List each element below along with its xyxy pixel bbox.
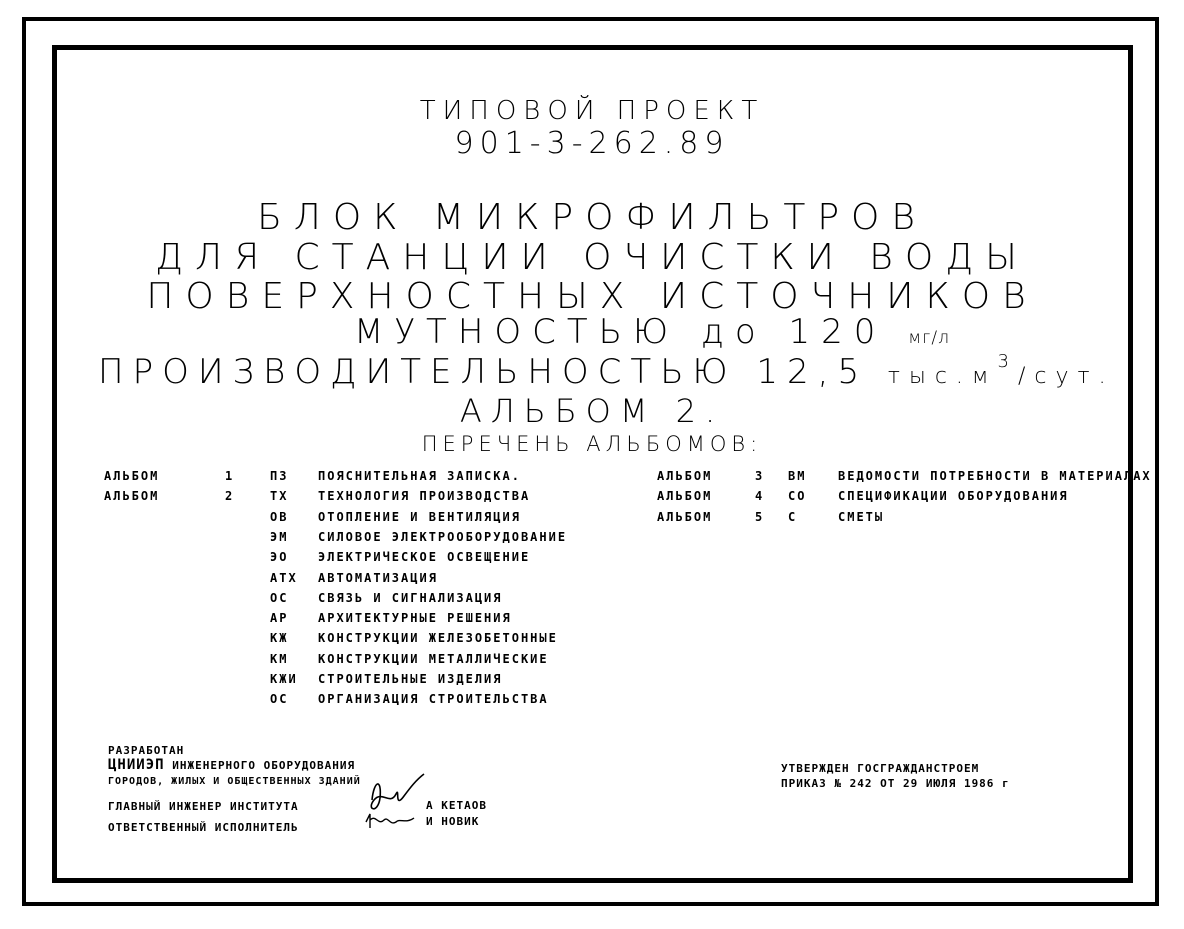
organization-line-2: ГОРОДОВ, ЖИЛЫХ И ОБЩЕСТВЕННЫХ ЗДАНИЙ xyxy=(108,776,361,787)
album-name: ЭЛЕКТРИЧЕСКОЕ ОСВЕЩЕНИЕ xyxy=(318,550,531,565)
signature-responsible xyxy=(362,808,422,834)
title-line-5 xyxy=(98,352,1115,392)
turbidity-text: МУТНОСТЬЮ до xyxy=(354,312,767,352)
capacity-unit-m: м xyxy=(971,364,998,389)
albums-list-heading: ПЕРЕЧЕНЬ АЛЬБОМОВ: xyxy=(421,432,763,456)
approval-order: ПРИКАЗ № 242 ОТ 29 ИЮЛЯ 1986 г xyxy=(781,777,1010,790)
album-code: АР xyxy=(270,611,289,626)
album-name: КОНСТРУКЦИИ ЖЕЛЕЗОБЕТОННЫЕ xyxy=(318,631,558,646)
capacity-unit-exp: 3 xyxy=(997,351,1018,372)
album-name: ПОЯСНИТЕЛЬНАЯ ЗАПИСКА. xyxy=(318,469,521,483)
project-type: ТИПОВОЙ ПРОЕКТ xyxy=(419,96,765,126)
turbidity-unit: мг/л xyxy=(908,328,950,348)
album-code: КЖ xyxy=(270,631,289,646)
album-num: 3 xyxy=(755,469,765,483)
album-code: ОВ xyxy=(270,509,289,524)
title-line-3: ПОВЕРХНОСТНЫХ ИСТОЧНИКОВ xyxy=(146,276,1038,317)
album-name: КОНСТРУКЦИИ МЕТАЛЛИЧЕСКИЕ xyxy=(318,651,549,666)
album-code: ТХ xyxy=(270,489,289,504)
title-line-4 xyxy=(0,312,1184,352)
title-line-1: БЛОК МИКРОФИЛЬТРОВ xyxy=(257,197,927,238)
album-name: ОТОПЛЕНИЕ И ВЕНТИЛЯЦИЯ xyxy=(318,509,521,524)
album-name: СИЛОВОЕ ЭЛЕКТРООБОРУДОВАНИЕ xyxy=(318,529,568,544)
album-album: АЛЬБОМ xyxy=(657,469,713,483)
album-code: С xyxy=(788,509,798,524)
album-name: ВЕДОМОСТИ ПОТРЕБНОСТИ В МАТЕРИАЛАХ xyxy=(838,469,1152,483)
album-name: СВЯЗЬ И СИГНАЛИЗАЦИЯ xyxy=(318,590,503,605)
album-name: АВТОМАТИЗАЦИЯ xyxy=(318,570,438,585)
album-num: 2 xyxy=(225,489,235,504)
album-code: ОС xyxy=(270,590,289,605)
album-code: СО xyxy=(788,489,807,504)
album-album: АЛЬБОМ xyxy=(657,509,713,524)
album-code: ВМ xyxy=(788,469,807,483)
album-code: ЭМ xyxy=(270,529,289,544)
chief-engineer-name: А КЕТАОВ xyxy=(426,799,487,812)
album-album: АЛЬБОМ xyxy=(657,489,713,504)
album-code: АТХ xyxy=(270,570,298,585)
album-num: 5 xyxy=(755,509,765,524)
album-album: АЛЬБОМ xyxy=(104,489,160,504)
organization-rest: ИНЖЕНЕРНОГО ОБОРУДОВАНИЯ xyxy=(172,759,356,772)
approved-by: УТВЕРЖДЕН ГОСГРАЖДАНСТРОЕМ xyxy=(781,762,980,775)
album-title: АЛЬБОМ 2. xyxy=(459,392,725,430)
turbidity-value: 120 xyxy=(788,312,887,352)
album-num: 1 xyxy=(225,469,235,483)
responsible-role: ОТВЕТСТВЕННЫЙ ИСПОЛНИТЕЛЬ xyxy=(108,821,299,834)
album-num: 4 xyxy=(755,489,765,504)
album-code: ОС xyxy=(270,692,289,707)
project-number: 901-3-262.89 xyxy=(454,126,730,161)
album-code: ПЗ xyxy=(270,469,289,483)
album-name: СМЕТЫ xyxy=(838,509,885,524)
capacity-unit-b: /сут. xyxy=(1017,364,1115,389)
responsible-name: И НОВИК xyxy=(426,815,480,828)
album-name: СПЕЦИФИКАЦИИ ОБОРУДОВАНИЯ xyxy=(838,489,1069,504)
album-name: АРХИТЕКТУРНЫЕ РЕШЕНИЯ xyxy=(318,611,512,626)
album-code: КМ xyxy=(270,651,289,666)
organization-name: ЦНИИЭП xyxy=(108,757,165,773)
album-name: СТРОИТЕЛЬНЫЕ ИЗДЕЛИЯ xyxy=(318,672,503,686)
developed-label: РАЗРАБОТАН xyxy=(108,744,185,757)
album-album: АЛЬБОМ xyxy=(104,469,160,483)
capacity-unit-a: тыс. xyxy=(887,364,972,389)
album-name: ТЕХНОЛОГИЯ ПРОИЗВОДСТВА xyxy=(318,489,531,504)
album-name: ОРГАНИЗАЦИЯ СТРОИТЕЛЬСТВА xyxy=(318,692,549,707)
album-code: ЭО xyxy=(270,550,289,565)
album-code: КЖИ xyxy=(270,672,298,686)
chief-engineer-role: ГЛАВНЫЙ ИНЖЕНЕР ИНСТИТУТА xyxy=(108,800,299,813)
organization-line-1 xyxy=(108,757,355,773)
capacity-text: ПРОИЗВОДИТЕЛЬНОСТЬЮ xyxy=(98,352,737,392)
capacity-value: 12,5 xyxy=(756,352,869,392)
title-line-2: ДЛЯ СТАНЦИИ ОЧИСТКИ ВОДЫ xyxy=(155,237,1029,278)
